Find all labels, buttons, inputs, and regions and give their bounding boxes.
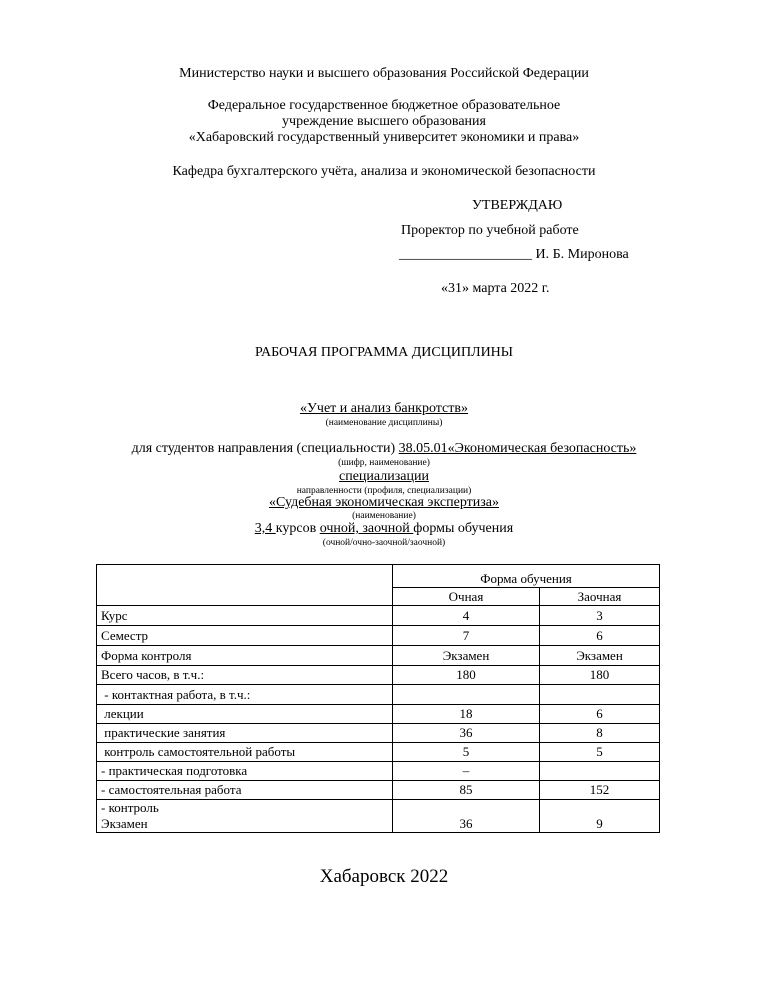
cell-part-time: 6 — [540, 626, 660, 646]
cell-part-time — [540, 762, 660, 781]
table-row — [97, 666, 660, 685]
signature-line: ___________________ И. Б. Миронова — [399, 247, 629, 262]
cell-full-time — [393, 685, 540, 705]
approval-date: «31» марта 2022 г. — [441, 281, 550, 296]
cell-part-time — [540, 685, 660, 705]
course-numbers: 3,4 — [254, 521, 276, 536]
institution-line-1: Федеральное государственное бюджетное образовательное — [207, 98, 561, 113]
row-label: - контактная работа, в т.ч.: — [97, 685, 393, 705]
table-group-header: Форма обучения — [393, 565, 660, 588]
direction-line — [0, 441, 768, 457]
discipline-value: «Учет и анализ банкротств» — [299, 401, 468, 416]
course-text: курсов — [275, 521, 320, 536]
course-form-line — [0, 521, 768, 537]
study-form-text: формы обучения — [413, 521, 514, 536]
direction-value: 38.05.01«Экономическая безопасность» — [398, 441, 637, 456]
column-header-part-time: Заочная — [540, 588, 660, 606]
cell-full-time: 36 — [393, 800, 540, 833]
cell-part-time: 5 — [540, 743, 660, 762]
direction-caption: (шифр, наименование) — [338, 458, 430, 468]
table-row — [97, 800, 660, 833]
row-label: Семестр — [97, 626, 393, 646]
program-title: РАБОЧАЯ ПРОГРАММА ДИСЦИПЛИНЫ — [255, 345, 513, 360]
table-row — [97, 606, 660, 626]
cell-full-time: Экзамен — [393, 646, 540, 666]
specialization-value-line — [0, 495, 768, 511]
cell-full-time: 36 — [393, 724, 540, 743]
study-hours-table — [96, 564, 660, 833]
institution-line-2: учреждение высшего образования — [282, 114, 486, 129]
specialization-value-caption: (наименование) — [352, 511, 416, 521]
table-row — [97, 705, 660, 724]
table-row — [97, 743, 660, 762]
row-label: - практическая подготовка — [97, 762, 393, 781]
cell-full-time: 4 — [393, 606, 540, 626]
table-row — [97, 781, 660, 800]
column-header-full-time: Очная — [393, 588, 540, 606]
ministry-name: Министерство науки и высшего образования Российской Федерации — [179, 66, 589, 81]
direction-prefix: для студентов направления (специальности) — [131, 441, 399, 456]
approver-position: Проректор по учебной работе — [401, 223, 579, 238]
table-row — [97, 626, 660, 646]
row-label-line-1: - контроль — [101, 800, 159, 815]
table-row — [97, 685, 660, 705]
study-form-caption: (очной/очно-заочной/заочной) — [322, 538, 446, 548]
row-label — [97, 800, 393, 833]
specialization-line — [0, 469, 768, 485]
cell-full-time: 7 — [393, 626, 540, 646]
cell-full-time: 18 — [393, 705, 540, 724]
specialization-value: «Судебная экономическая экспертиза» — [268, 495, 499, 510]
department-name: Кафедра бухгалтерского учёта, анализа и экономической безопасности — [172, 164, 596, 179]
row-label: Всего часов, в т.ч.: — [97, 666, 393, 685]
cell-full-time: 180 — [393, 666, 540, 685]
cell-part-time: 3 — [540, 606, 660, 626]
row-label: лекции — [97, 705, 393, 724]
table-row — [97, 646, 660, 666]
discipline-caption: (наименование дисциплины) — [325, 418, 443, 428]
cell-part-time: Экзамен — [540, 646, 660, 666]
cell-part-time: 6 — [540, 705, 660, 724]
row-label-line-2: Экзамен — [101, 816, 148, 831]
approve-label: УТВЕРЖДАЮ — [472, 198, 563, 213]
row-label: Курс — [97, 606, 393, 626]
specialization-caption: направленности (профиля, специализации) — [296, 486, 472, 496]
table-row — [97, 724, 660, 743]
row-label: - самостоятельная работа — [97, 781, 393, 800]
cell-part-time: 180 — [540, 666, 660, 685]
row-label: контроль самостоятельной работы — [97, 743, 393, 762]
study-form: очной, заочной — [319, 521, 414, 536]
cell-part-time: 8 — [540, 724, 660, 743]
cell-full-time: 85 — [393, 781, 540, 800]
cell-part-time: 9 — [540, 800, 660, 833]
institution-line-3: «Хабаровский государственный университет экономики и права» — [188, 130, 580, 145]
cell-full-time: 5 — [393, 743, 540, 762]
row-label: практические занятия — [97, 724, 393, 743]
row-label: Форма контроля — [97, 646, 393, 666]
city-year: Хабаровск 2022 — [319, 866, 449, 887]
cell-full-time: – — [393, 762, 540, 781]
specialization-label: специализации — [339, 469, 429, 484]
discipline-name — [0, 401, 768, 417]
table-row — [97, 762, 660, 781]
table-corner-cell — [97, 565, 393, 606]
cell-part-time: 152 — [540, 781, 660, 800]
